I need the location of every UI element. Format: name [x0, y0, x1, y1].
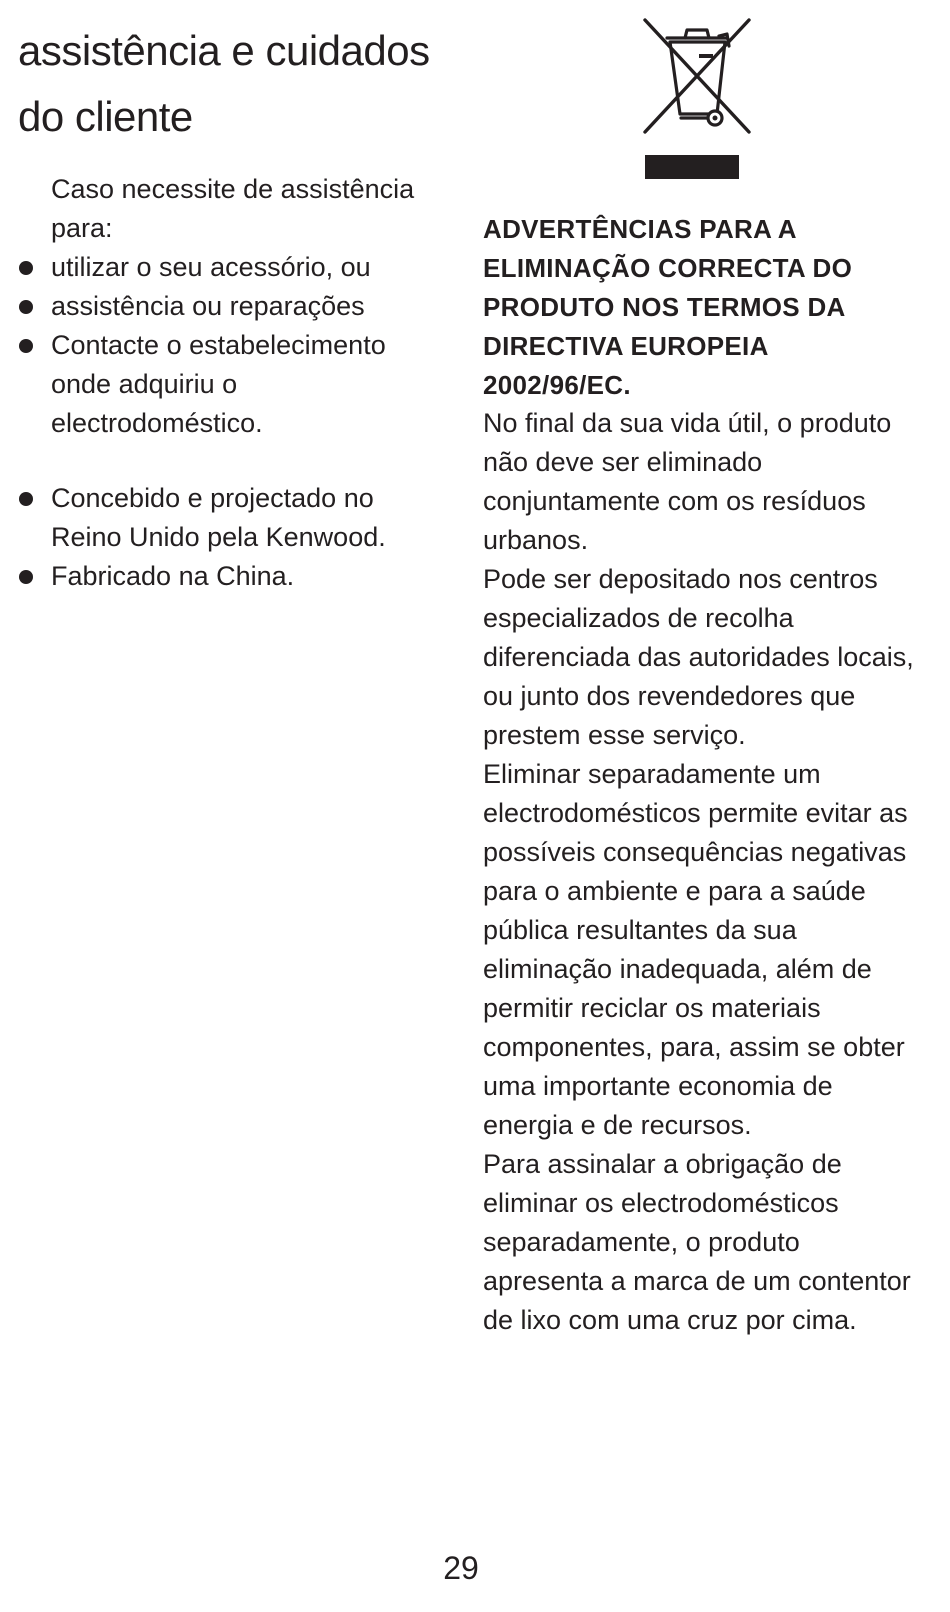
crossed-out-wheelie-bin-icon [637, 14, 757, 138]
list-item: utilizar o seu acessório, ou [18, 248, 438, 287]
page-title-line-1: assistência e cuidados [18, 27, 430, 74]
assistance-intro: Caso necessite de assistência para: [51, 174, 415, 243]
disposal-warning-heading: ADVERTÊNCIAS PARA A ELIMINAÇÃO CORRECTA DO PRODUTO NOS TERMOS DA DIRECTIVA EUROPEIA 2002/96/EC. [483, 214, 853, 400]
body-paragraph: No final da sua vida útil, o produto não deve ser eliminado conjuntamente com os resíduos urbanos. [483, 408, 892, 555]
origin-list [18, 479, 438, 596]
bullet-icon [19, 339, 33, 353]
page-number: 29 [443, 1550, 479, 1586]
list-item: Fabricado na China. [18, 557, 438, 596]
customer-care-section [18, 18, 438, 596]
page-title-line-2: do cliente [18, 93, 193, 140]
body-paragraph: Para assinalar a obrigação de eliminar os electrodomésticos separadamente, o produto apresenta a marca de um contentor de lixo com uma cruz por cima. [483, 1149, 911, 1335]
body-paragraph: Pode ser depositado nos centros especializados de recolha diferenciada das autoridades locais, ou junto dos revendedores que prestem esse serviço. [483, 564, 914, 750]
assistance-list [18, 248, 438, 443]
bullet-icon [19, 261, 33, 275]
bullet-icon [19, 300, 33, 314]
bullet-icon [19, 570, 33, 584]
disposal-warning-body [483, 404, 923, 1340]
weee-solid-bar [645, 155, 739, 179]
body-paragraph: Eliminar separadamente um electrodomésticos permite evitar as possíveis consequências negativas para o ambiente e para a saúde pública resultantes da sua eliminação inadequada, além de permitir reciclar os materiais componentes, para, assim se obter uma importante economia de energia e de recursos. [483, 759, 908, 1140]
list-item: assistência ou reparações [18, 287, 438, 326]
bullet-icon [19, 492, 33, 506]
list-item: Concebido e projectado no Reino Unido pela Kenwood. [18, 479, 438, 557]
page-title [18, 18, 438, 150]
list-item: Contacte o estabelecimento onde adquiriu o electrodoméstico. [18, 326, 438, 443]
